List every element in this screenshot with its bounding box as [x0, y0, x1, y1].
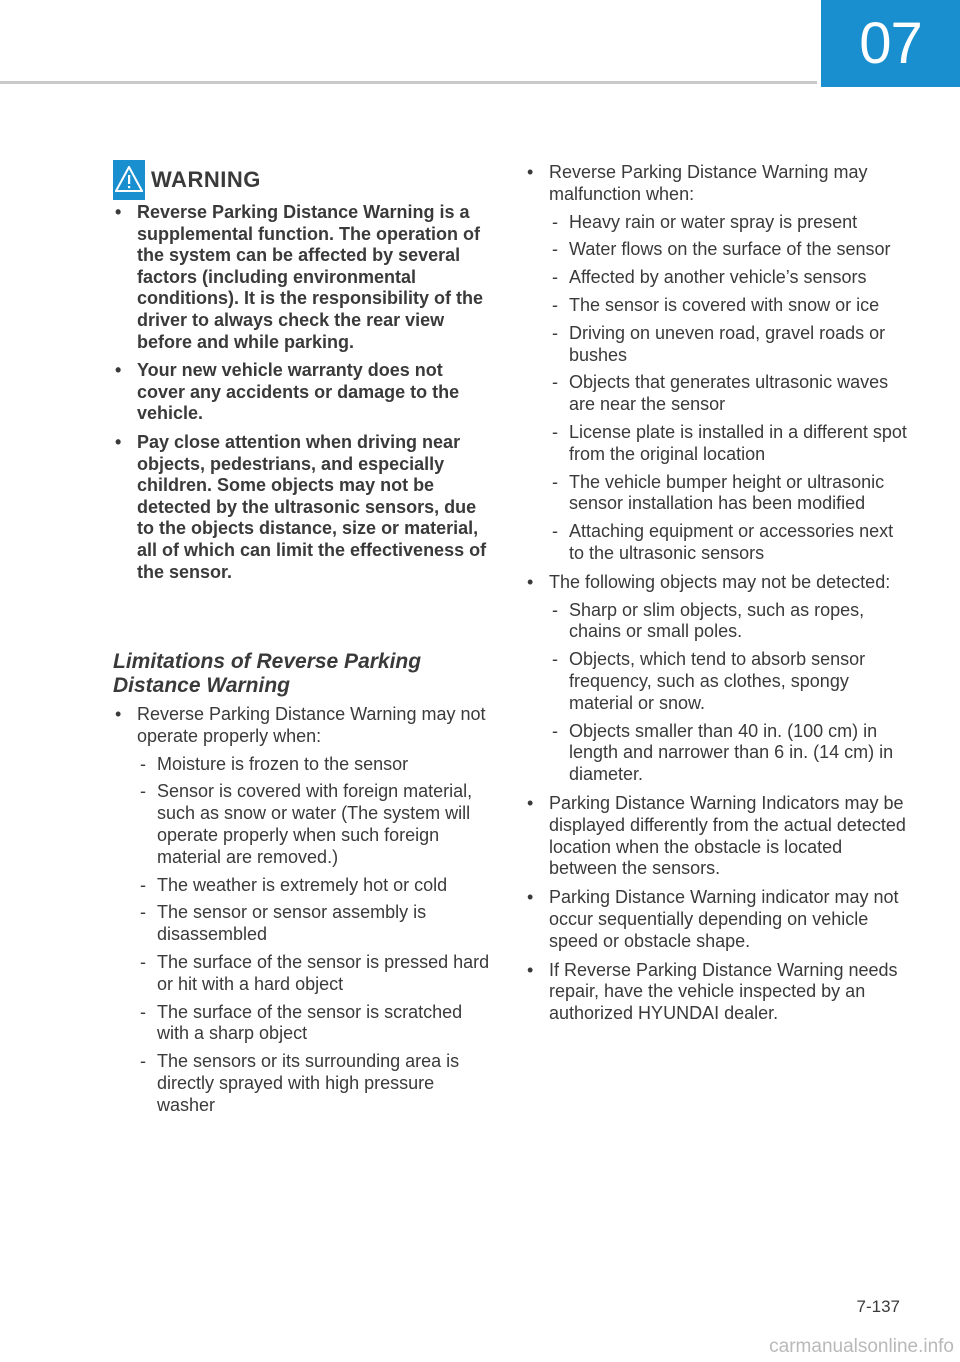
right-body-list [525, 162, 910, 1032]
sub-list-item: - The vehicle bumper height or ultrasonic sensor installation has been modified [549, 472, 910, 516]
sub-list-item: - Moisture is frozen to the sensor [137, 754, 491, 776]
sub-list [137, 754, 491, 1117]
warning-item: • Your new vehicle warranty does not cover any accidents or damage to the vehicle. [113, 360, 491, 425]
list-item-text: If Reverse Parking Distance Warning needs repair, have the vehicle inspected by an authorized HYUNDAI dealer. [549, 959, 898, 1024]
list-item-text: Reverse Parking Distance Warning may malfunction when: [549, 162, 868, 204]
list-item [525, 572, 910, 786]
list-item-text: The following objects may not be detected: [549, 571, 891, 592]
header-rule [0, 81, 817, 84]
sub-list-item: - Water flows on the surface of the sensor [549, 239, 910, 261]
sub-list-item: - Sensor is covered with foreign material, such as snow or water (The system will operate properly when such foreign material are removed.) [137, 781, 491, 868]
warning-title: WARNING [151, 167, 261, 192]
left-body-list [113, 704, 491, 1124]
sub-list-item: - The surface of the sensor is scratched with a sharp object [137, 1002, 491, 1046]
warning-item: • Reverse Parking Distance Warning is a supplemental function. The operation of the system can be affected by several factors (including environmental conditions). It is the responsibility of the driver to always check the rear view before and while parking. [113, 202, 491, 353]
list-item [525, 960, 910, 1025]
sub-list [549, 212, 910, 565]
sub-list-item: - The weather is extremely hot or cold [137, 875, 491, 897]
watermark-text: carmanualsonline.info [769, 1336, 954, 1357]
sub-list-item: - Objects, which tend to absorb sensor frequency, such as clothes, spongy material or snow. [549, 649, 910, 714]
warning-item: • Pay close attention when driving near objects, pedestrians, and especially children. Some objects may not be detected by the ultrasonic sensors, due to the objects distance, size or material, all of which can limit the effectiveness of the sensor. [113, 432, 491, 583]
sub-list [549, 600, 910, 786]
warning-triangle-icon [113, 160, 145, 200]
page-number: 7-137 [856, 1297, 900, 1316]
warning-list [113, 202, 491, 590]
list-item [113, 704, 491, 1117]
list-item-text: Reverse Parking Distance Warning may not operate properly when: [137, 704, 486, 746]
list-item-text: Parking Distance Warning indicator may not occur sequentially depending on vehicle speed or obstacle shape. [549, 887, 899, 951]
sub-list-item: - Driving on uneven road, gravel roads or bushes [549, 323, 910, 367]
list-item [525, 887, 910, 952]
sub-list-item: - The sensors or its surrounding area is directly sprayed with high pressure washer [137, 1051, 491, 1116]
sub-list-item: - The surface of the sensor is pressed hard or hit with a hard object [137, 952, 491, 996]
sub-list-item: - The sensor or sensor assembly is disassembled [137, 902, 491, 946]
sub-list-item: - Attaching equipment or accessories next to the ultrasonic sensors [549, 521, 910, 565]
sub-list-item: - Sharp or slim objects, such as ropes, chains or small poles. [549, 600, 910, 644]
warning-header [113, 160, 261, 200]
list-item [525, 162, 910, 565]
list-item [525, 793, 910, 880]
section-title: Limitations of Reverse Parking Distance Warning [113, 650, 422, 697]
sub-list-item: - Heavy rain or water spray is present [549, 212, 910, 234]
sub-list-item: - The sensor is covered with snow or ice [549, 295, 910, 317]
sub-list-item: - Objects that generates ultrasonic waves are near the sensor [549, 372, 910, 416]
sub-list-item: - Affected by another vehicle’s sensors [549, 267, 910, 289]
sub-list-item: - License plate is installed in a different spot from the original location [549, 422, 910, 466]
sub-list-item: - Objects smaller than 40 in. (100 cm) in length and narrower than 6 in. (14 cm) in diameter. [549, 721, 910, 786]
list-item-text: Parking Distance Warning Indicators may be displayed differently from the actual detected location when the obstacle is located between the sensors. [549, 792, 906, 879]
chapter-tab: 07 [821, 0, 960, 87]
